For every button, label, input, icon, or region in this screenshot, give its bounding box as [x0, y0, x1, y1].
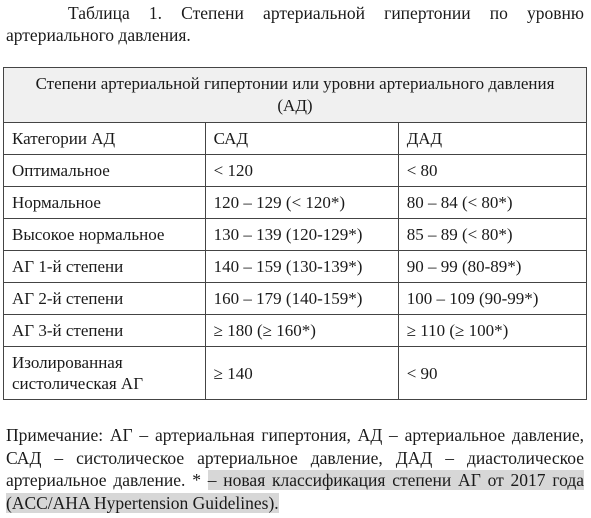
table-title: Степени артериальной гипертонии или уровни артериального давления (АД)	[4, 68, 587, 123]
header-dbp: ДАД	[398, 123, 586, 155]
header-sbp: САД	[205, 123, 398, 155]
category-cell: АГ 3-й степени	[4, 315, 206, 347]
category-cell: Изолированная систолическая АГ	[4, 347, 206, 400]
dbp-cell: < 80	[398, 155, 586, 187]
dbp-cell: 80 – 84 (< 80*)	[398, 187, 586, 219]
sbp-cell: 160 – 179 (140-159*)	[205, 283, 398, 315]
sbp-cell: ≥ 180 (≥ 160*)	[205, 315, 398, 347]
category-cell: Нормальное	[4, 187, 206, 219]
table-row	[4, 315, 587, 347]
category-cell: Высокое нормальное	[4, 219, 206, 251]
dbp-cell: < 90	[398, 347, 586, 400]
sbp-cell: ≥ 140	[205, 347, 398, 400]
category-cell: Оптимальное	[4, 155, 206, 187]
table-title-row	[4, 68, 587, 123]
category-cell: АГ 1-й степени	[4, 251, 206, 283]
sbp-cell: 130 – 139 (120-129*)	[205, 219, 398, 251]
sbp-cell: 120 – 129 (< 120*)	[205, 187, 398, 219]
table-row	[4, 155, 587, 187]
table-row	[4, 283, 587, 315]
note-text: Примечание: АГ – артериальная гипертония, АД – артериальное давление, САД – систолическое артериальное давление, ДАД – диастолическое артериальное давление. *	[6, 425, 584, 490]
table-row	[4, 347, 587, 400]
sbp-cell: < 120	[205, 155, 398, 187]
dbp-cell: 100 – 109 (90-99*)	[398, 283, 586, 315]
table-row	[4, 251, 587, 283]
table-header-row	[4, 123, 587, 155]
table-note	[6, 424, 584, 514]
header-category: Категории АД	[4, 123, 206, 155]
dbp-cell: 85 – 89 (< 80*)	[398, 219, 586, 251]
table-caption: Таблица 1. Степени артериальной гипертонии по уровню артериального давления.	[6, 3, 584, 45]
dbp-cell: 90 – 99 (80-89*)	[398, 251, 586, 283]
table-row	[4, 219, 587, 251]
sbp-cell: 140 – 159 (130-139*)	[205, 251, 398, 283]
note-highlighted-text: – новая классификация степени АГ от 2017 года (ACC/AHA Hypertension Guidelines).	[6, 470, 585, 513]
category-cell: АГ 2-й степени	[4, 283, 206, 315]
hypertension-grades-table	[3, 67, 587, 400]
dbp-cell: ≥ 110 (≥ 100*)	[398, 315, 586, 347]
table-row	[4, 187, 587, 219]
